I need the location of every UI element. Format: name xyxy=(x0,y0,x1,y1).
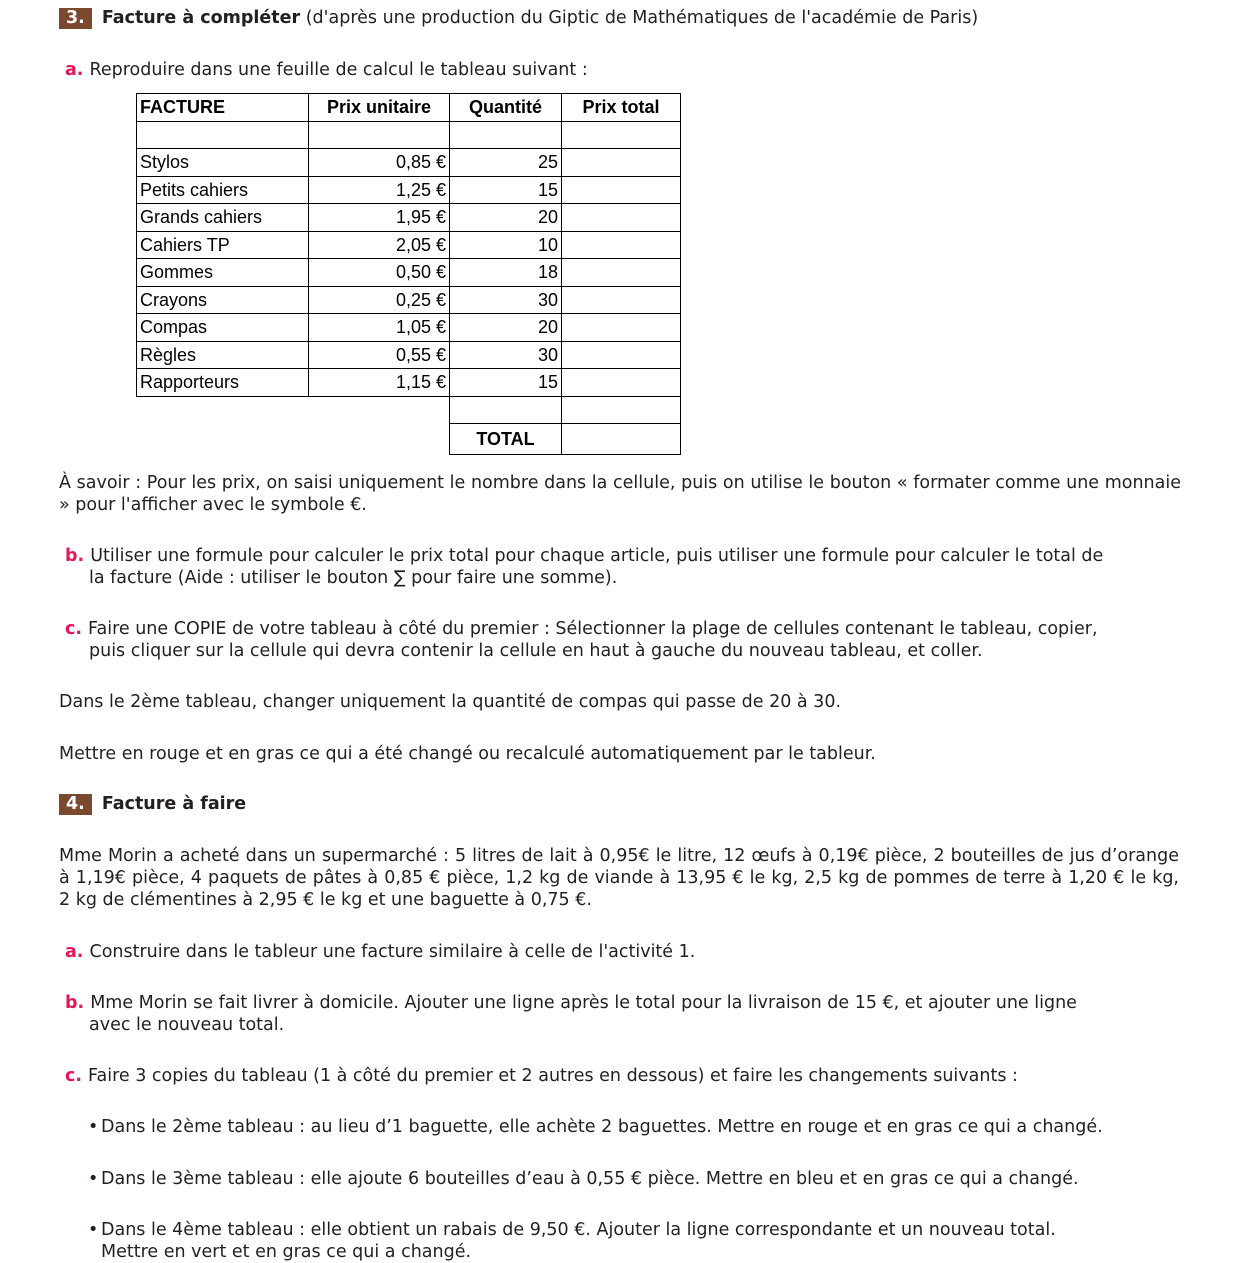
item-name: Crayons xyxy=(136,286,309,315)
item-name: Petits cahiers xyxy=(136,176,309,205)
question-text: Construire dans le tableur une facture similaire à celle de l'activité 1. xyxy=(89,942,696,962)
table-cell-empty xyxy=(449,121,562,150)
question-3a xyxy=(65,59,588,81)
question-text: Faire 3 copies du tableau (1 à côté du premier et 2 autres en dessous) et faire les changements suivants : xyxy=(88,1066,1018,1086)
item-name: Grands cahiers xyxy=(136,203,309,232)
item-quantity: 20 xyxy=(449,313,562,342)
item-unit-price: 0,55 € xyxy=(308,341,450,370)
table-cell-empty xyxy=(561,396,681,425)
item-quantity: 30 xyxy=(449,286,562,315)
item-unit-price: 1,15 € xyxy=(308,368,450,397)
question-text: Reproduire dans une feuille de calcul le tableau suivant : xyxy=(89,60,588,80)
item-unit-price: 1,95 € xyxy=(308,203,450,232)
table-cell-empty xyxy=(136,121,309,150)
question-4a xyxy=(65,941,695,963)
question-3c-line2: puis cliquer sur la cellule qui devra contenir la cellule en haut à gauche du nouveau tableau, et coller. xyxy=(89,641,983,661)
header-prix-total: Prix total xyxy=(561,93,681,122)
question-3b xyxy=(65,545,1103,567)
item-total xyxy=(561,341,681,370)
paragraph-rouge: Mettre en rouge et en gras ce qui a été changé ou recalculé automatiquement par le tableur. xyxy=(59,744,876,764)
item-total xyxy=(561,313,681,342)
header-prix-unitaire: Prix unitaire xyxy=(308,93,450,122)
question-4b-line2: avec le nouveau total. xyxy=(89,1015,285,1035)
question-3c xyxy=(65,618,1098,640)
total-value xyxy=(561,423,681,455)
question-4b xyxy=(65,992,1077,1014)
item-quantity: 30 xyxy=(449,341,562,370)
total-label: TOTAL xyxy=(449,423,562,455)
header-facture: FACTURE xyxy=(136,93,309,122)
item-total xyxy=(561,368,681,397)
bullet-item: Dans le 2ème tableau : au lieu d’1 baguette, elle achète 2 baguettes. Mettre en rouge et en gras ce qui a changé. xyxy=(101,1117,1103,1137)
item-total xyxy=(561,231,681,260)
item-name: Compas xyxy=(136,313,309,342)
bullet-icon: • xyxy=(88,1117,99,1137)
item-total xyxy=(561,203,681,232)
bullet-icon: • xyxy=(88,1169,99,1189)
item-unit-price: 0,50 € xyxy=(308,258,450,287)
item-quantity: 20 xyxy=(449,203,562,232)
question-text-line1: Mme Morin se fait livrer à domicile. Ajouter une ligne après le total pour la livraison de 15 €, et ajouter une ligne xyxy=(90,993,1077,1013)
item-quantity: 25 xyxy=(449,148,562,177)
question-label: a. xyxy=(65,60,84,80)
question-4c xyxy=(65,1065,1018,1087)
question-text-line1: Utiliser une formule pour calculer le prix total pour chaque article, puis utiliser une formule pour calculer le total de xyxy=(90,546,1104,566)
item-name: Gommes xyxy=(136,258,309,287)
question-3b-line2: la facture (Aide : utiliser le bouton ∑ pour faire une somme). xyxy=(89,568,618,588)
exercise-number: 4. xyxy=(59,794,92,815)
bullet-item-line2: Mettre en vert et en gras ce qui a changé. xyxy=(101,1242,472,1262)
item-name: Règles xyxy=(136,341,309,370)
bullet-item: Dans le 3ème tableau : elle ajoute 6 bouteilles d’eau à 0,55 € pièce. Mettre en bleu et en gras ce qui a changé. xyxy=(101,1169,1079,1189)
table-cell-empty xyxy=(561,121,681,150)
item-unit-price: 0,85 € xyxy=(308,148,450,177)
question-label: c. xyxy=(65,619,83,639)
paragraph-compas: Dans le 2ème tableau, changer uniquement la quantité de compas qui passe de 20 à 30. xyxy=(59,692,842,712)
item-name: Rapporteurs xyxy=(136,368,309,397)
bullet-icon: • xyxy=(88,1220,99,1240)
question-label: b. xyxy=(65,993,85,1013)
bullet-item: Dans le 4ème tableau : elle obtient un rabais de 9,50 €. Ajouter la ligne correspondante et un nouveau total. xyxy=(101,1220,1056,1240)
header-quantite: Quantité xyxy=(449,93,562,122)
item-quantity: 10 xyxy=(449,231,562,260)
item-total xyxy=(561,258,681,287)
item-name: Cahiers TP xyxy=(136,231,309,260)
item-unit-price: 0,25 € xyxy=(308,286,450,315)
exercise-4-header xyxy=(59,794,246,815)
item-total xyxy=(561,286,681,315)
table-cell-empty xyxy=(308,121,450,150)
question-label: b. xyxy=(65,546,85,566)
item-unit-price: 1,05 € xyxy=(308,313,450,342)
savoir-note: À savoir : Pour les prix, on saisi uniquement le nombre dans la cellule, puis on utilise le bouton « formater comme une monnaie » pour l'afficher avec le symbole €. xyxy=(59,473,1181,515)
exercise-3-header xyxy=(59,8,978,29)
item-name: Stylos xyxy=(136,148,309,177)
exercise-title: Facture à faire xyxy=(101,794,247,814)
question-label: c. xyxy=(65,1066,83,1086)
question-text-line1: Faire une COPIE de votre tableau à côté du premier : Sélectionner la plage de cellules contenant le tableau, copier, xyxy=(88,619,1098,639)
item-quantity: 15 xyxy=(449,176,562,205)
item-quantity: 18 xyxy=(449,258,562,287)
exercise-4-intro: Mme Morin a acheté dans un supermarché : 5 litres de lait à 0,95€ le litre, 12 œufs à 0,19€ pièce, 2 bouteilles de jus d’orange à 1,19€ pièce, 4 paquets de pâtes à 0,85 € pièce, 1,2 kg de viande à 13,95 € le kg, 2,5 kg de pommes de terre à 1,20 € le kg, 2 kg de clémentines à 2,95 € le kg et une baguette à 0,75 €. xyxy=(59,846,1179,910)
item-total xyxy=(561,176,681,205)
question-label: a. xyxy=(65,942,84,962)
item-unit-price: 2,05 € xyxy=(308,231,450,260)
item-total xyxy=(561,148,681,177)
exercise-source: (d'après une production du Giptic de Mathématiques de l'académie de Paris) xyxy=(305,8,979,28)
item-quantity: 15 xyxy=(449,368,562,397)
exercise-title: Facture à compléter xyxy=(101,8,301,28)
exercise-number: 3. xyxy=(59,8,92,29)
item-unit-price: 1,25 € xyxy=(308,176,450,205)
table-cell-empty xyxy=(449,396,562,425)
